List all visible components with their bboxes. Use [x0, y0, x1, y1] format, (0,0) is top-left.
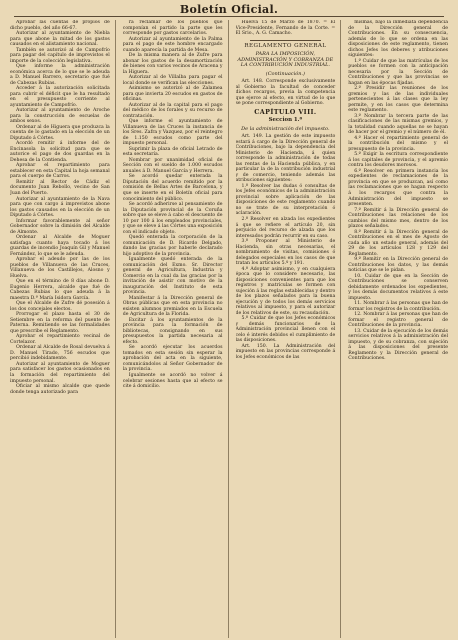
text-column-2 [123, 20, 229, 638]
paragraph: Aprobar el repartimiento para establecer en esta Capital la hoja semanal para el cuerpo de Carros. [10, 163, 110, 180]
paragraph: Informar favorablemente al señor Gobernador sobre la dimisión del Alcalde de Almonte. [10, 218, 110, 235]
paragraph: 1.º Resolver las dudas ó consultas de los Jefes económicos de la administración provincial sobre aplicación de las disposiciones de este reglamento cuando no se trate de su interpretación ó aclaración. [235, 183, 336, 217]
paragraph: 1.º Cuidar de que las matrículas de los pueblos se formen con la anticipación necesaria por la Sección de Contribuciones y que las provincias se hagan en las épocas fijadas. [348, 58, 448, 86]
paragraph: Aprobar las cuentas de propios de dicho pueblo, del año 66-67. [10, 20, 110, 31]
section-heading: Seccion 1.ª [268, 117, 303, 124]
paragraph: 3.º Proponer al Ministerio de Hacienda, sin otras necesarias, el nombramiento de visitas, comisiones ó delegados especiales en los casos de que tratan los artículos 5.º y 191. [235, 239, 336, 267]
section-heading: PARA LA IMPOSICIÓN, ADMINISTRACIÓN Y COBRANZA DE LA CONTRIBUCIÓN INDUSTRIAL. [237, 51, 334, 69]
paragraph: Igualmente quedó enterada de la comunicación del Exmo. Sr. Director general de Agricultura, Industria y Comercio en la cual da las gracias por la invitación de asistir con motivo de la inauguración del Instituto de esta provincia. [122, 257, 223, 296]
paragraph: 9.º Remitir en la Dirección general de Contribuciones los datos, y las demás noticias que se le pidan. [348, 257, 448, 274]
text-columns [10, 20, 448, 638]
paragraph: 3.º Nombrar la tercera parte de las clasificaciones de las mismas gremios, y la totalidad cuando aquellas no se hayan de hacer por el gremio y el número de él. [348, 113, 448, 136]
paragraph: 7.º Remitir á la Dirección general de Contribuciones las relaciones de los cambios del mismo mes, dentro de los plazos señalados. [348, 207, 448, 230]
paragraph: Autorizar al ayuntamiento de Aroche para la construcción de escuelas de ambos sexos. [10, 108, 110, 125]
paragraph: 5.º Cuidar de que los Jefes económicos y demás funcionarios de la Administración provincial llenen con el celo é interés debidos el cumplimiento de las disposiciones. [235, 316, 336, 344]
paragraph: Art. 150. La Administración del impuesto en las provincias corresponde á los Jefes económicos de las [235, 343, 336, 360]
paragraph: Que en el término de 8 días abone D. Eugenio Herrera, alcalde que fué de Cabezas Rubias lo que adeuda á la maestra D.ª María Isidora García. [10, 279, 110, 301]
paragraph: mismas, bajo la inmediata dependencia de la Dirección general de Contribuciones. En su consecuencia, además de lo que se ordena en las disposiciones de este reglamento, tienen dichos Jefes los deberes y atribuciones siguientes: [348, 20, 448, 59]
paragraph: Autorizar al ayuntamiento de Moguer para satisfacer los gastos ocasionados en la formación del repartimiento del impuesto personal. [10, 361, 110, 384]
paragraph: Oficiar al mismo alcalde que quede donde tenga autorizado para [10, 384, 110, 395]
paragraph: Se acordó adherirse al pensamiento de la Diputación provincial de la Coruña sobre que se eleve á cabo el descuento de 10 por 100 á los empleados provinciales, y que se eleve á las Córtes una exposición con el indicado objeto. [122, 202, 223, 235]
paragraph: Ordenar al de Higuera que produzca la cuenta de lo gastado en la elección de un Diputado á Córtes. [10, 124, 110, 141]
paragraph: 4.º Hacer el repartimiento general de la contribución del mismo y el presupuesto de la provincia. [348, 135, 448, 152]
paragraph: 6.º Resolver en primera instancia los expedientes de reclamaciones de la provincia en que se produzcan, así como las reclamaciones que se hagan respecto á los recargos que contra la Administración del impuesto se presenten. [348, 168, 448, 208]
paragraph: Art. 149. La gestión de este impuesto estará á cargo de la Dirección general de Contribuciones, bajo la dependencia del Ministerio de Hacienda, á quien corresponde la administración de todas las rentas de la Hacienda pública, y en particular la de la contribución industrial y de comercio, teniendo además las atribuciones siguientes: [235, 134, 336, 184]
paragraph: 2.º Presidir las reuniones de los gremios y las de las individuales pertenecientes á las clases que la ley permite, y en los casos que determina este reglamento. [348, 86, 448, 114]
paragraph: Excitar á los ayuntamientos de la provincia para la formación de bibliotecas, consignando en sus presupuestos la partida necesaria al efecto. [122, 317, 223, 345]
page-title: Boletín Oficial. [179, 3, 279, 16]
paragraph: Suprimir la plaza de oficial Letrado de esta secretaría. [122, 146, 223, 158]
paragraph: Huelva 15 de Marzo de 1870. = El Vice-Presidente, Fernando de la Corte. = El Srio., A. G. Camacho. [235, 20, 336, 37]
text-column-3 [236, 20, 342, 638]
paragraph: Se acordó quedar enterada la Diputación del acuerdo remitido por la comisión de Bellas Artes de Barcelona, y que se inserte en el Boletín oficial para conocimiento del público. [122, 174, 223, 202]
text-column-4 [348, 20, 448, 638]
paragraph: 10. Cuidar de que en la Sección de Contribuciones se conserven debidamente ordenados los expedientes, y los demás documentos relativos á este impuesto. [348, 273, 448, 301]
paragraph: 4.º Adoptar asimismo, y en cualquiera época que lo considere necesario, las disposiciones convenientes para que los registros y matrículas se formen con sujeción á las reglas establecidas y dentro de los plazos señalados para la buena ejecución y de todos los demás servicios relativos al impuesto, y para el autorizar de los relativos de este, su recaudación. [235, 266, 336, 316]
paragraph: Quedó enterada la corporación de la comunicación de D. Ricardo Delgado, dando las gracias por haberle declarado hijo adoptivo de la provincia. [122, 235, 223, 257]
paragraph: 12. Nombrar á las personas que han de formar el registro general de Contribuciones de la provincia. [348, 312, 448, 329]
paragraph: 11. Nombrar á las personas que han de formar los registros de la contribución. [348, 301, 448, 312]
text-column-1 [10, 20, 116, 638]
paragraph: Que el Alcalde de Zufre dé posesión á los dos concejales electos. [10, 301, 110, 312]
paragraph: Remitir al Rector de Cádiz el documento Juan Rebollo, vecino de San Juan del Puerto. [10, 179, 110, 196]
paragraph: 5.º Exigir la escritura correspondiente á los capitales de provincia, y el apremio contra los deudores morosos. [348, 152, 448, 169]
paragraph: Aprobar el repartimiento vecinal de Cortelazor. [10, 334, 110, 345]
paragraph: 2.º Resolver en alzada los expedientes á que se refiere el artículo 20, sin perjuicio del recurso de alzada que los interesados podrán recurrir en su caso. [235, 216, 336, 239]
paragraph: Ordenar al Alcalde de Moguer satisfaga cuanto haya tocado á los guardas de incendio Joaquín Gil y Manuel Fernández, lo que se le adeuda. [10, 235, 110, 257]
paragraph: Que informe el ayuntamiento de Villanueva de las Cruces la instancia de los Sres. Zafra y Vazquez, por el reintegro de 1.150 escudos como parte del impuesto personal. [122, 119, 223, 147]
section-heading: CAPÍTULO VIII. [254, 107, 317, 116]
section-heading: (Continuación.) [265, 70, 305, 77]
paragraph: Nombrar por unanimidad oficial de Sección con el sueldo de 1.000 escudos anuales á D. Manuel García y Herrera. [122, 157, 223, 174]
paragraph: Ordenar al Alcalde de Rosal devuelva á D. Manuel Tirado, 756 escudos que percibió indebidamente. [10, 345, 110, 362]
paragraph: De la misma manera al de Zufre para abonar los gastos de la desamortización de bienes con varios vecinos de Aracena y la Higuera. [122, 53, 223, 75]
paragraph: Que informe la administración económica acerca de lo que se le adeuda a D. Manuel Barrero, secretario que fué de Cabezas Rubias. [10, 64, 110, 86]
paragraph: Aprobar el adeudo por las de los pueblos de Villanueva de las Cruces, Villanueva de los Castillejos, Alosno y Huelva. [10, 257, 110, 279]
paragraph: Autorizar al ayuntamiento de Niebla para que abone la mitad de los gastos causados en el alistamiento nacional. [10, 31, 110, 48]
paragraph: Art. 148. Corresponde exclusivamente al Gobierno la facultad de conceder dichos recargos, previa la competencia que ejerce al efecto, en virtud de lo que se pone correspondiente al Gobierno. [235, 79, 336, 107]
paragraph: 13. Cuidar de la ejecución de los demás servicios relativos á la administración del impuesto, y de su cobranza, con sujeción á las disposiciones del presente Reglamento y la Dirección general de Contribuciones. [348, 328, 448, 362]
paragraph: Autorizar al ayuntamiento de la Palma para el pago de este hombre encargado cuando aparecía la partida de Mesa. [122, 36, 223, 53]
paragraph: Autorizar al de Villalba para pagar el local donde se verifican las elecciones. [122, 75, 223, 86]
section-heading: De la administración del impuesto. [241, 125, 330, 132]
paragraph: Igualmente se acordó no volver á celebrar sesiones hasta que al efecto se cite á domicilio. [122, 373, 223, 390]
section-heading: REGLAMENTO GENERAL [244, 42, 327, 49]
paragraph: ra reclamar de los pueblos que componían el partido la parte que les corresponde por gastos carcelarios. [122, 20, 223, 37]
paragraph: Acceder á la autorización solicitada para cubrir el déficit que le ha resultado en el presupuesto corriente al ayuntamiento de Campofrío. [10, 86, 110, 108]
paragraph: Prorrogar el plazo hasta el 30 de Setiembre en la reforma del puente de Paterna. Remitiendo se las formalidades que prescribe el Reglamento. [10, 312, 110, 334]
paragraph: 8.º Remitir á la Dirección general de Contribuciones en el mes de Agosto de cada año un estado general, además del 29 de los artículos 128 y 129 del Reglamento. [348, 229, 448, 257]
section-divider [250, 40, 322, 41]
paragraph: Acordó remitir á informe del de Encinasola la solicitud para que se autorice el pago de dos guardas en la Dehesa de la Contienda. [10, 141, 110, 163]
paragraph: Autorizar al de la capital para el pago del médico de los forales y su recurso de contratación. [122, 102, 223, 119]
paragraph: Asimismo se autorizó al de Zalamea para que invierta 20 escudos en gastos de oficinas. [122, 86, 223, 103]
paragraph: Se acordó ejecutar los acuerdos tomados en esta sesión sin esperar la aprobación del acta en la siguiente, comunicándolos al Señor Gobernador de la provincia. [122, 345, 223, 373]
paragraph: También se autorizó al de Campofrío para pagar del capítulo de imprevistos el importe de la colección legislativa. [10, 47, 110, 64]
page-header [14, 2, 444, 17]
paragraph: Autorizar al ayuntamiento de la Nava para que con cargo á imprevistos abone los gastos causados en la elección de un Diputado á Córtes. [10, 196, 110, 219]
paragraph: Manifestar á la Dirección general de Obras públicas que en esta provincia no existen alumnos premiados en la Escuela de Agricultura de la Florida. [122, 295, 223, 318]
